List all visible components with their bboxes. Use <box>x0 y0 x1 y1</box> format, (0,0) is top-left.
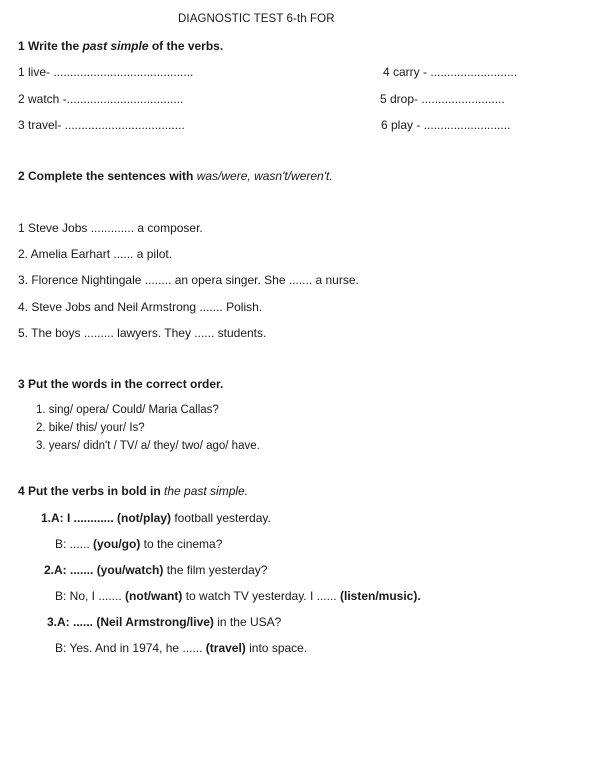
section4-line-1 <box>41 511 271 525</box>
section1-heading <box>18 39 223 53</box>
section2-heading-text: 2 Complete the sentences with <box>18 169 197 183</box>
section1-heading-text: 1 Write the <box>18 39 83 53</box>
bold-verb: (not/want) <box>125 589 183 603</box>
prompt: B: Yes. And in 1974, he ...... <box>55 641 206 655</box>
rest: the film yesterday? <box>163 563 268 577</box>
bold-verb-2: (listen/music). <box>339 589 421 603</box>
section4-line-4 <box>55 589 421 603</box>
section1-item-6: 6 play - .......................... <box>381 118 511 132</box>
bold-verb: (you/go) <box>93 537 141 551</box>
prompt: 2.A: ....... <box>44 563 97 577</box>
rest: football yesterday. <box>171 511 271 525</box>
bold-verb: (Neil Armstrong/live) <box>96 615 214 629</box>
prompt: 1.A: I ............ <box>41 511 118 525</box>
section1-item-4: 4 carry - .......................... <box>383 65 518 79</box>
section1-heading-emphasis: past simple <box>82 39 149 53</box>
section4-heading <box>18 484 248 498</box>
section3-heading: 3 Put the words in the correct order. <box>18 377 224 391</box>
bold-verb: (travel) <box>205 641 246 655</box>
rest: in the USA? <box>213 615 282 629</box>
section3-item-1: 1. sing/ opera/ Could/ Maria Callas? <box>36 404 219 416</box>
section1-item-1: 1 live- .......................................... <box>18 65 194 79</box>
section4-line-5 <box>47 615 281 629</box>
section2-item-4: 4. Steve Jobs and Neil Armstrong ....... Polish. <box>18 300 263 314</box>
section1-item-2: 2 watch -................................... <box>18 92 184 106</box>
section3-item-3: 3. years/ didn't / TV/ a/ they/ two/ ago/ have. <box>36 440 260 452</box>
bold-verb: (not/play) <box>117 511 172 525</box>
section2-item-5: 5. The boys ......... lawyers. They ...... students. <box>18 326 267 340</box>
prompt: B: No, I ....... <box>55 589 126 603</box>
section3-item-2: 2. bike/ this/ your/ Is? <box>36 422 145 434</box>
page-title: DIAGNOSTIC TEST 6-th FOR <box>178 13 335 25</box>
section2-heading-emphasis: was/were, wasn't/weren't. <box>196 169 333 183</box>
section2-item-1: 1 Steve Jobs ............. a composer. <box>18 221 203 235</box>
rest: to watch TV yesterday. I ...... <box>182 589 340 603</box>
prompt: 3.A: ...... <box>47 615 97 629</box>
section2-heading <box>18 169 333 183</box>
rest: to the cinema? <box>140 537 223 551</box>
section1-item-5: 5 drop- ......................... <box>380 92 505 106</box>
section2-item-3: 3. Florence Nightingale ........ an opera singer. She ....... a nurse. <box>18 273 359 287</box>
prompt: B: ...... <box>55 537 94 551</box>
bold-verb: (you/watch) <box>96 563 164 577</box>
section4-line-6 <box>55 641 307 655</box>
section4-line-3 <box>44 563 267 577</box>
section2-item-2: 2. Amelia Earhart ...... a pilot. <box>18 247 173 261</box>
section4-line-2 <box>55 537 222 551</box>
section4-heading-text: 4 Put the verbs in bold in <box>18 484 165 498</box>
section1-heading-tail: of the verbs. <box>148 39 224 53</box>
rest: into space. <box>245 641 308 655</box>
section1-item-3: 3 travel- .................................... <box>18 118 185 132</box>
section4-heading-emphasis: the past simple. <box>164 484 249 498</box>
